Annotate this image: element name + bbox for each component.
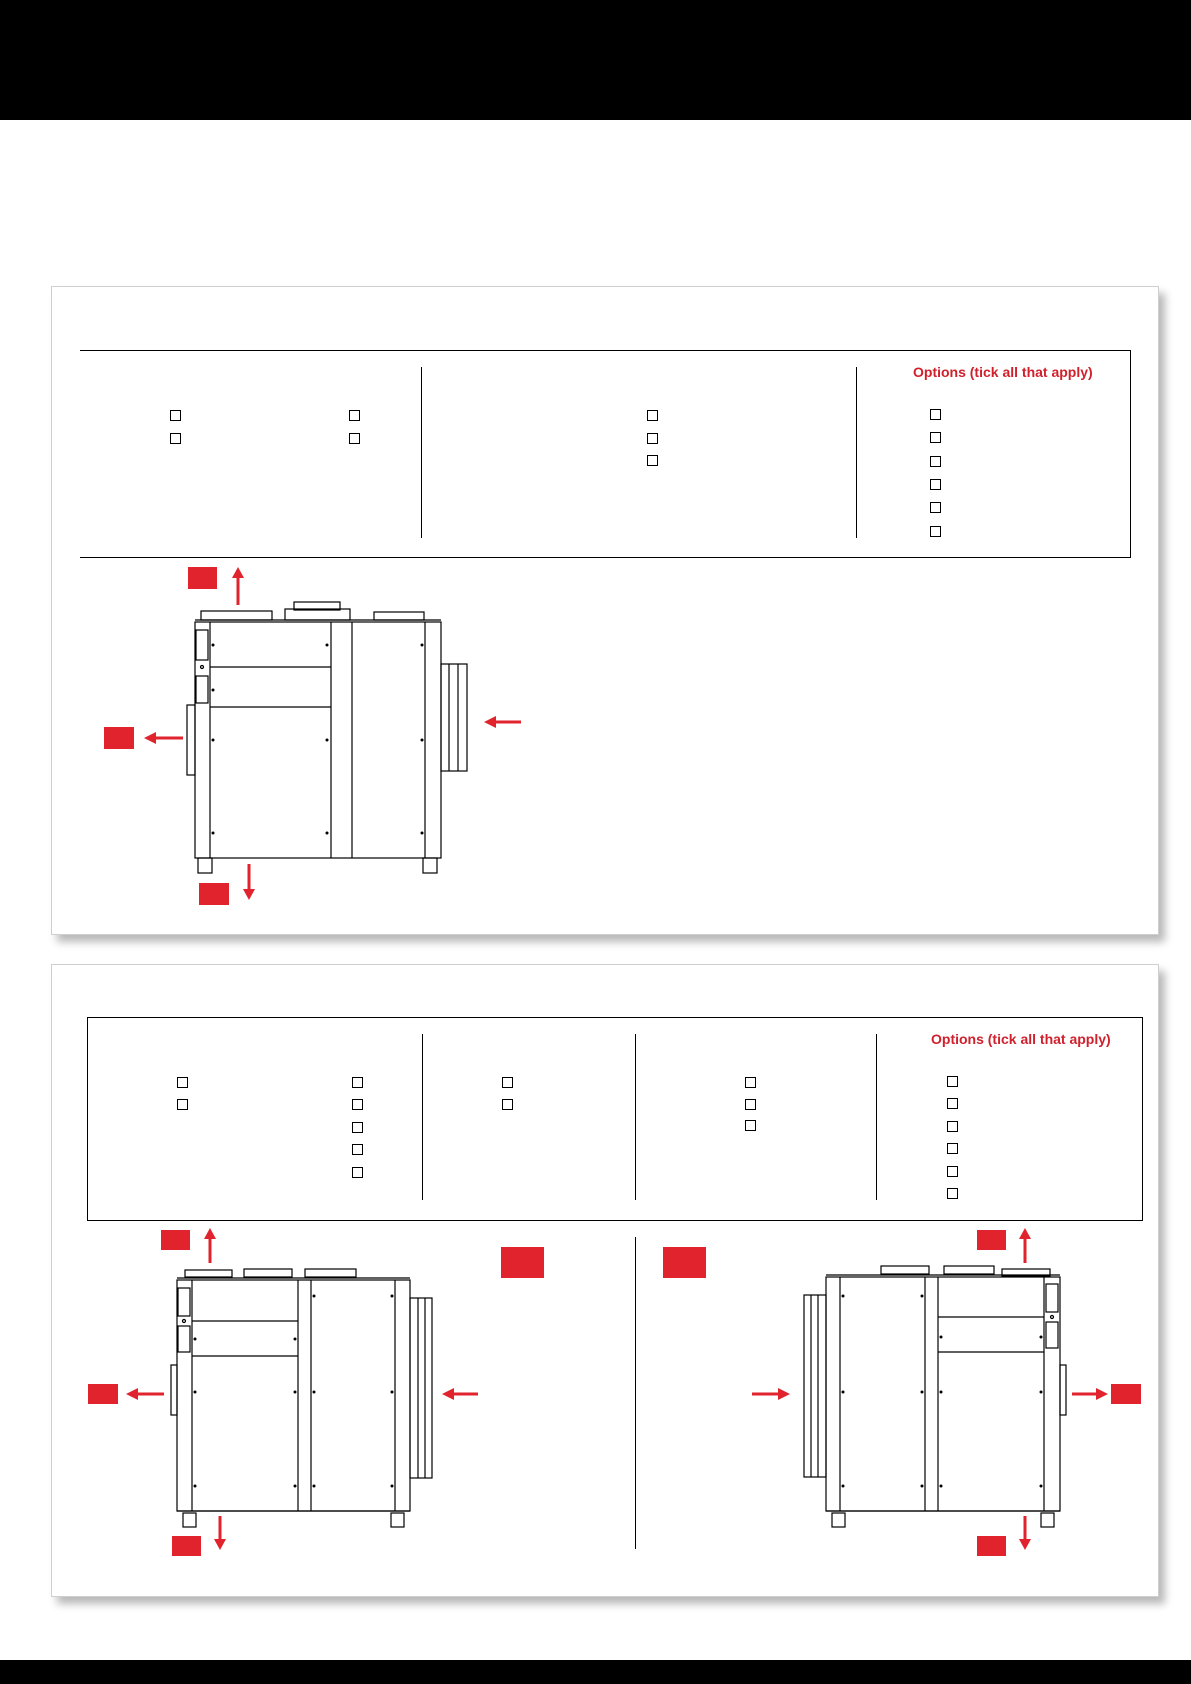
panel-1-options-title: Options (tick all that apply) [913,364,1093,380]
panel-2-options-title: Options (tick all that apply) [931,1031,1111,1047]
